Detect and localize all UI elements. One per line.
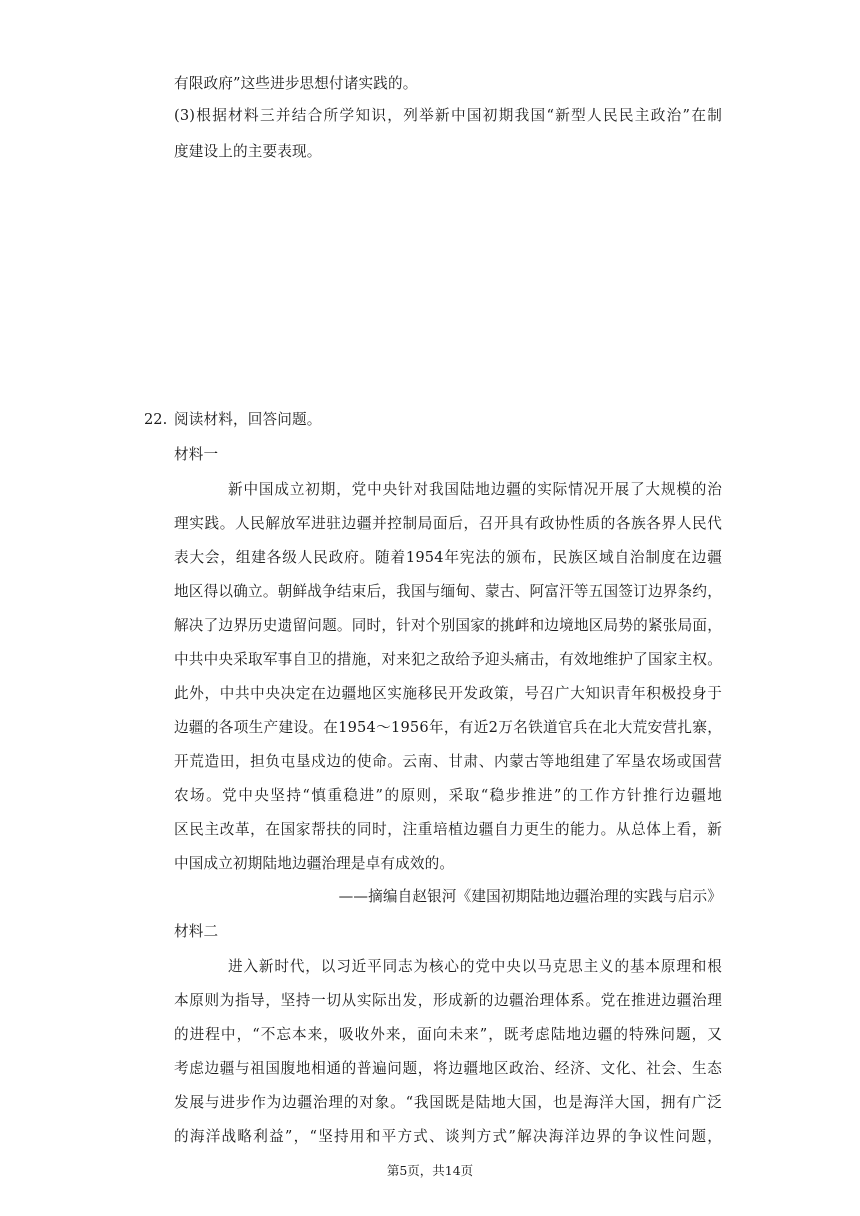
material-line: 新中国成立初期，党中央针对我国陆地边疆的实际情况开展了大规模的治 xyxy=(228,481,722,498)
material-line: 开荒造田，担负屯垦戍边的使命。云南、甘肃、内蒙古等地组建了军垦农场或国营 xyxy=(174,753,722,770)
q21-sub3-line: (3)根据材料三并结合所学知识，列举新中国初期我国“新型人民民主政治”在制 xyxy=(174,107,722,124)
material-line: 解决了边界历史遗留问题。同时，针对个别国家的挑衅和边境地区局势的紧张局面， xyxy=(174,617,722,634)
material-line: 边疆的各项生产建设。在1954～1956年，有近2万名铁道官兵在北大荒安营扎寨， xyxy=(174,719,722,736)
material-source: ——摘编自赵银河《建国初期陆地边疆治理的实践与启示》 xyxy=(338,888,722,905)
material-line: 的海洋战略利益”，“坚持用和平方式、谈判方式”解决海洋边界的争议性问题， xyxy=(174,1128,722,1145)
material-line: 区民主改革，在国家帮扶的同时，注重培植边疆自力更生的能力。从总体上看，新 xyxy=(174,821,722,838)
q21-text-line: 有限政府”这些进步思想付诸实践的。 xyxy=(174,75,418,92)
material-line: 地区得以确立。朝鲜战争结束后，我国与缅甸、蒙古、阿富汗等五国签订边界条约， xyxy=(174,583,722,600)
material-line: 的进程中，“不忘本来，吸收外来，面向未来”，既考虑陆地边疆的特殊问题，又 xyxy=(174,1026,722,1043)
material-line: 中国成立初期陆地边疆治理是卓有成效的。 xyxy=(174,855,455,872)
material-line: 进入新时代，以习近平同志为核心的党中央以马克思主义的基本原理和根 xyxy=(228,958,722,975)
material-line: 本原则为指导，坚持一切从实际出发，形成新的边疆治理体系。党在推进边疆治理 xyxy=(174,992,722,1009)
material-heading: 材料二 xyxy=(174,923,219,940)
page-number-footer: 第5页，共14页 xyxy=(386,1163,474,1178)
material-line: 发展与进步作为边疆治理的对象。“我国既是陆地大国，也是海洋大国，拥有广泛 xyxy=(174,1094,722,1111)
material-line: 表大会，组建各级人民政府。随着1954年宪法的颁布，民族区域自治制度在边疆 xyxy=(174,549,722,566)
material-line: 中共中央采取军事自卫的措施，对来犯之敌给予迎头痛击，有效地维护了国家主权。 xyxy=(174,651,722,668)
material-line: 考虑边疆与祖国腹地相通的普遍问题，将边疆地区政治、经济、文化、社会、生态 xyxy=(174,1060,722,1077)
material-heading: 材料一 xyxy=(174,446,219,463)
material-line: 农场。党中央坚持“慎重稳进”的原则，采取“稳步推进”的工作方针推行边疆地 xyxy=(174,787,722,804)
q21-sub3-line: 度建设上的主要表现。 xyxy=(174,143,322,160)
question-prompt: 阅读材料，回答问题。 xyxy=(174,411,322,428)
material-line: 理实践。人民解放军进驻边疆并控制局面后，召开具有政协性质的各族各界人民代 xyxy=(174,515,722,532)
material-line: 此外，中共中央决定在边疆地区实施移民开发政策，号召广大知识青年积极投身于 xyxy=(174,685,722,702)
question-number: 22. xyxy=(144,411,168,428)
